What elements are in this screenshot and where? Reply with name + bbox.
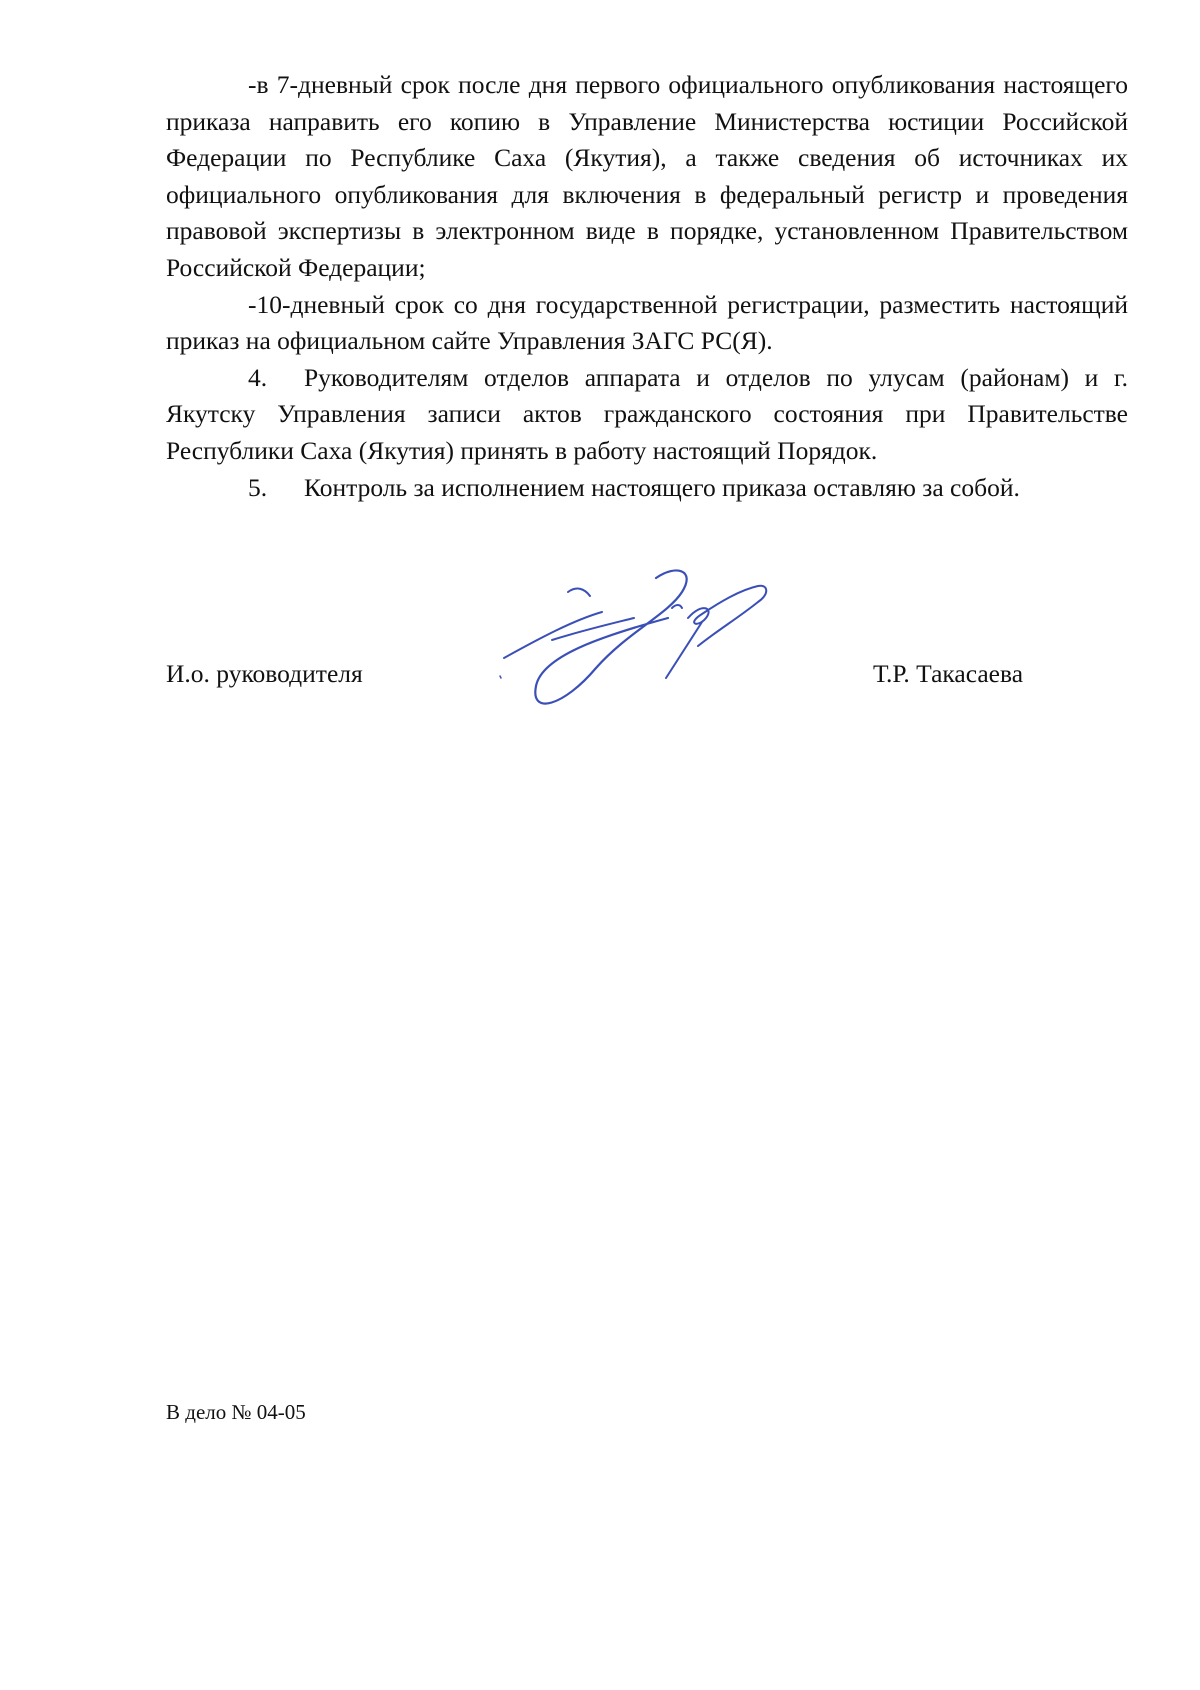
item-number: 5. xyxy=(248,472,268,502)
signatory-name: Т.Р. Такасаева xyxy=(873,659,1024,688)
numbered-item-4 xyxy=(166,360,1128,470)
item-text: Контроль за исполнением настоящего приказа оставляю за собой. xyxy=(304,472,1020,502)
signatory-position: И.о. руководителя xyxy=(166,659,363,688)
signature-strokes xyxy=(500,570,766,703)
paragraph-registration-copy: -в 7-дневный срок после дня первого официального опубликования настоящего приказа направить его копию в Управление Министерства юстиции Российской Федерации по Республике Саха (Якутия), а также сведения об источниках их официального опубликования для включения в федеральный регистр и проведения правовой экспертизы в электронном виде в порядке, установленном Правительством Российской Федерации; xyxy=(166,70,1128,282)
item-number: 4. xyxy=(248,362,268,392)
document-body xyxy=(166,67,1128,506)
item-text: Руководителям отделов аппарата и отделов по улусам (районам) и г. Якутску Управления записи актов гражданского состояния при Правительстве Республики Саха (Якутия) принять в работу настоящий Порядок. xyxy=(166,362,1128,465)
paragraph-website-publication: -10-дневный срок со дня государственной регистрации, разместить настоящий приказ на официальном сайте Управления ЗАГС РС(Я). xyxy=(166,289,1128,356)
numbered-item-5 xyxy=(166,470,1128,507)
file-note: В дело № 04-05 xyxy=(166,1400,306,1424)
handwritten-signature xyxy=(492,566,792,726)
